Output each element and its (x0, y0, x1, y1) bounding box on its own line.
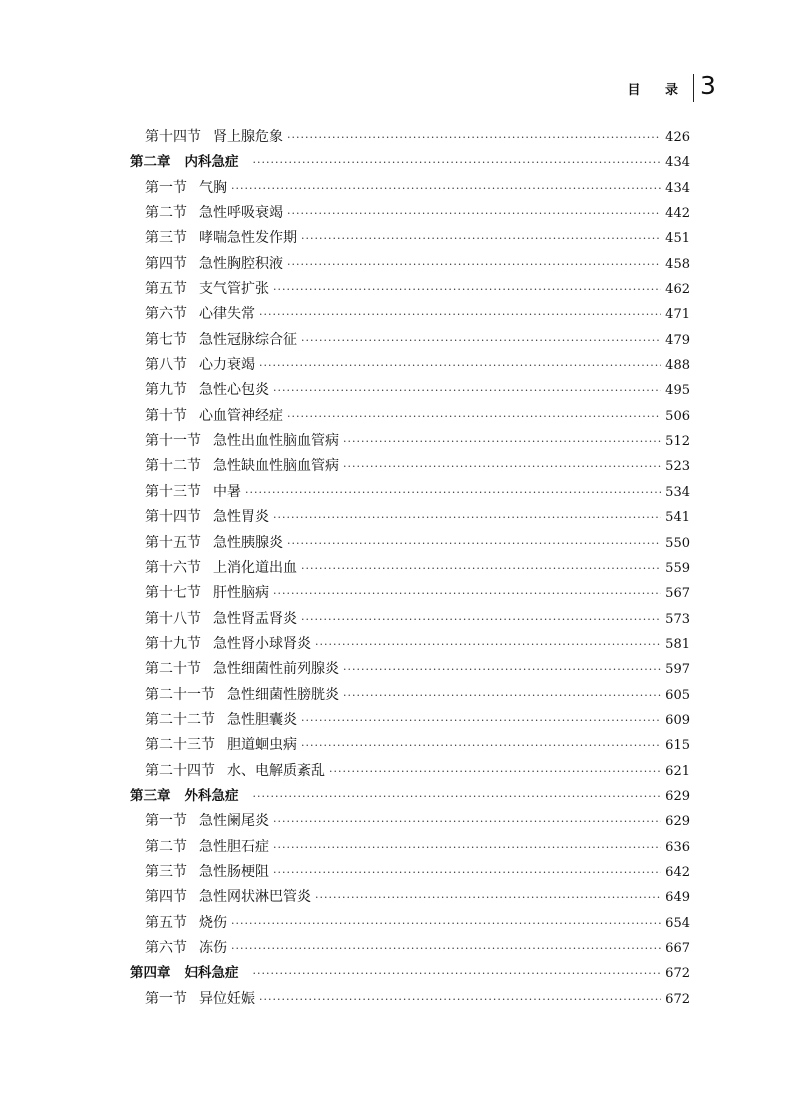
dot-leader (301, 708, 661, 733)
toc-chapter-row[interactable] (130, 150, 690, 175)
toc-section-row[interactable] (130, 201, 690, 226)
entry-number: 第一节 (145, 990, 187, 1007)
entry-title: 急性缺血性脑血管病 (213, 458, 339, 475)
entry-title: 急性细菌性膀胱炎 (227, 686, 339, 703)
entry-number: 第十一节 (145, 433, 201, 450)
dot-leader (343, 683, 661, 708)
entry-number: 第六节 (145, 940, 187, 956)
entry-title: 急性心包炎 (199, 382, 269, 399)
entry-title: 急性肾小球肾炎 (213, 635, 311, 652)
entry-number: 第二十一节 (145, 686, 215, 703)
entry-page-number: 636 (665, 839, 690, 855)
toc-section-row[interactable] (130, 556, 690, 581)
toc-section-row[interactable] (130, 125, 690, 150)
entry-page-number: 642 (665, 864, 690, 880)
dot-leader (301, 328, 661, 353)
entry-number: 第十四节 (145, 509, 201, 526)
entry-title: 异位妊娠 (199, 990, 255, 1007)
dot-leader (301, 733, 661, 758)
toc-section-row[interactable] (130, 480, 690, 505)
toc-section-row[interactable] (130, 353, 690, 378)
entry-page-number: 581 (665, 636, 690, 652)
entry-number: 第十二节 (145, 458, 201, 475)
toc-section-row[interactable] (130, 531, 690, 556)
entry-page-number: 458 (665, 256, 690, 272)
page-header (0, 72, 800, 106)
entry-number: 第十八节 (145, 610, 201, 627)
toc-section-row[interactable] (130, 454, 690, 479)
entry-number: 第四章 (130, 965, 171, 982)
entry-title: 外科急症 (184, 787, 239, 804)
dot-leader (287, 404, 661, 429)
toc-section-row[interactable] (130, 302, 690, 327)
entry-page-number: 426 (665, 130, 690, 145)
entry-page-number: 615 (665, 738, 690, 754)
entry-number: 第八节 (145, 357, 187, 374)
entry-page-number: 629 (665, 788, 690, 804)
entry-number: 第二十四节 (145, 762, 215, 779)
dot-leader (343, 429, 661, 454)
entry-number: 第一节 (145, 813, 187, 830)
entry-page-number: 506 (665, 408, 690, 424)
toc-section-row[interactable] (130, 632, 690, 657)
dot-leader (301, 607, 661, 632)
entry-title: 水、电解质紊乱 (227, 762, 325, 779)
toc-section-row[interactable] (130, 429, 690, 454)
dot-leader (259, 987, 661, 1012)
dot-leader (273, 505, 661, 530)
entry-title: 内科急症 (184, 154, 239, 171)
entry-page-number: 512 (665, 434, 690, 450)
entry-page-number: 605 (665, 687, 690, 703)
entry-number: 第三章 (130, 787, 171, 804)
entry-number: 第二十三节 (145, 737, 215, 754)
entry-title: 急性肠梗阻 (199, 863, 269, 880)
toc-section-row[interactable] (130, 683, 690, 708)
dot-leader (287, 125, 661, 150)
entry-number: 第二节 (145, 838, 187, 855)
header-title: 目 录 (627, 83, 688, 98)
page-number: 3 (700, 71, 716, 100)
entry-number: 第十三节 (145, 483, 201, 500)
entry-page-number: 667 (665, 941, 690, 956)
toc-section-row[interactable] (130, 277, 690, 302)
toc-chapter-row[interactable] (130, 784, 690, 809)
entry-title: 急性胸腔积液 (199, 255, 283, 272)
entry-title: 上消化道出血 (213, 559, 297, 576)
entry-title: 急性细菌性前列腺炎 (213, 661, 339, 678)
toc-section-row[interactable] (130, 809, 690, 834)
dot-leader (329, 759, 661, 784)
toc-section-row[interactable] (130, 911, 690, 936)
dot-leader (231, 911, 661, 936)
toc-section-row[interactable] (130, 607, 690, 632)
entry-title: 肝性脑病 (213, 585, 269, 602)
dot-leader (273, 835, 661, 860)
dot-leader (253, 150, 662, 175)
dot-leader (273, 809, 661, 834)
entry-title: 烧伤 (199, 914, 227, 931)
dot-leader (245, 480, 661, 505)
entry-number: 第七节 (145, 331, 187, 348)
entry-page-number: 649 (665, 890, 690, 906)
entry-title: 妇科急症 (184, 965, 239, 982)
entry-page-number: 462 (665, 282, 690, 298)
dot-leader (253, 784, 662, 809)
entry-number: 第二章 (130, 154, 171, 171)
entry-title: 冻伤 (199, 940, 227, 956)
dot-leader (301, 556, 661, 581)
entry-title: 中暑 (213, 483, 241, 500)
entry-page-number: 451 (665, 231, 690, 247)
entry-number: 第六节 (145, 306, 187, 323)
toc-section-row[interactable] (130, 252, 690, 277)
entry-number: 第十四节 (145, 129, 201, 145)
toc-section-row[interactable] (130, 581, 690, 606)
entry-page-number: 523 (665, 459, 690, 475)
dot-leader (253, 961, 662, 986)
dot-leader (315, 885, 661, 910)
entry-page-number: 479 (665, 332, 690, 348)
entry-title: 急性胃炎 (213, 509, 269, 526)
toc-chapter-row[interactable] (130, 961, 690, 986)
toc-section-row[interactable] (130, 759, 690, 784)
toc-section-row[interactable] (130, 226, 690, 251)
toc-section-row[interactable] (130, 885, 690, 910)
dot-leader (301, 226, 661, 251)
entry-number: 第二十节 (145, 661, 201, 678)
toc-section-row[interactable] (130, 505, 690, 530)
dot-leader (273, 277, 661, 302)
entry-title: 急性胰腺炎 (213, 534, 283, 551)
entry-page-number: 672 (665, 966, 690, 982)
table-of-contents (130, 125, 690, 1012)
entry-page-number: 573 (665, 611, 690, 627)
toc-section-row[interactable] (130, 378, 690, 403)
entry-title: 急性网状淋巴管炎 (199, 889, 311, 906)
toc-section-row[interactable] (130, 176, 690, 201)
entry-page-number: 471 (665, 307, 690, 323)
entry-number: 第二节 (145, 205, 187, 222)
toc-section-row[interactable] (130, 404, 690, 429)
dot-leader (259, 302, 661, 327)
dot-leader (343, 454, 661, 479)
entry-page-number: 609 (665, 712, 690, 728)
entry-page-number: 567 (665, 586, 690, 602)
toc-section-row[interactable] (130, 860, 690, 885)
toc-section-row[interactable] (130, 328, 690, 353)
dot-leader (259, 353, 661, 378)
entry-page-number: 434 (665, 180, 690, 196)
entry-page-number: 550 (665, 535, 690, 551)
entry-title: 胆道蛔虫病 (227, 737, 297, 754)
entry-number: 第十九节 (145, 635, 201, 652)
dot-leader (287, 531, 661, 556)
dot-leader (315, 632, 661, 657)
dot-leader (287, 201, 661, 226)
entry-page-number: 434 (665, 155, 690, 171)
entry-number: 第三节 (145, 863, 187, 880)
entry-number: 第四节 (145, 255, 187, 272)
toc-section-row[interactable] (130, 835, 690, 860)
entry-number: 第十节 (145, 407, 187, 424)
entry-page-number: 559 (665, 560, 690, 576)
dot-leader (231, 936, 661, 961)
toc-section-row[interactable] (130, 936, 690, 961)
entry-title: 急性肾盂肾炎 (213, 610, 297, 627)
entry-number: 第二十二节 (145, 711, 215, 728)
dot-leader (231, 176, 661, 201)
entry-title: 心律失常 (199, 306, 255, 323)
entry-number: 第五节 (145, 281, 187, 298)
toc-section-row[interactable] (130, 657, 690, 682)
entry-page-number: 488 (665, 358, 690, 374)
entry-number: 第十六节 (145, 559, 201, 576)
entry-title: 心血管神经症 (199, 407, 283, 424)
toc-section-row[interactable] (130, 708, 690, 733)
entry-page-number: 654 (665, 915, 690, 931)
dot-leader (273, 860, 661, 885)
entry-page-number: 495 (665, 383, 690, 399)
entry-title: 气胸 (199, 179, 227, 196)
dot-leader (343, 657, 661, 682)
entry-title: 急性呼吸衰竭 (199, 205, 283, 222)
header-divider (693, 74, 694, 102)
entry-title: 急性出血性脑血管病 (213, 433, 339, 450)
dot-leader (273, 378, 661, 403)
toc-section-row[interactable] (130, 987, 690, 1012)
entry-title: 支气管扩张 (199, 281, 269, 298)
entry-page-number: 597 (665, 662, 690, 678)
dot-leader (287, 252, 661, 277)
entry-number: 第九节 (145, 382, 187, 399)
entry-title: 心力衰竭 (199, 357, 255, 374)
entry-page-number: 629 (665, 814, 690, 830)
entry-number: 第十五节 (145, 534, 201, 551)
entry-number: 第三节 (145, 230, 187, 247)
entry-title: 哮喘急性发作期 (199, 230, 297, 247)
toc-section-row[interactable] (130, 733, 690, 758)
entry-page-number: 541 (665, 510, 690, 526)
entry-title: 急性胆石症 (199, 838, 269, 855)
entry-page-number: 672 (665, 991, 690, 1007)
entry-title: 肾上腺危象 (213, 129, 283, 145)
entry-number: 第一节 (145, 179, 187, 196)
entry-title: 急性阑尾炎 (199, 813, 269, 830)
entry-title: 急性冠脉综合征 (199, 331, 297, 348)
entry-number: 第十七节 (145, 585, 201, 602)
entry-number: 第四节 (145, 889, 187, 906)
entry-title: 急性胆囊炎 (227, 711, 297, 728)
dot-leader (273, 581, 661, 606)
entry-number: 第五节 (145, 914, 187, 931)
entry-page-number: 442 (665, 206, 690, 222)
entry-page-number: 534 (665, 484, 690, 500)
entry-page-number: 621 (665, 763, 690, 779)
